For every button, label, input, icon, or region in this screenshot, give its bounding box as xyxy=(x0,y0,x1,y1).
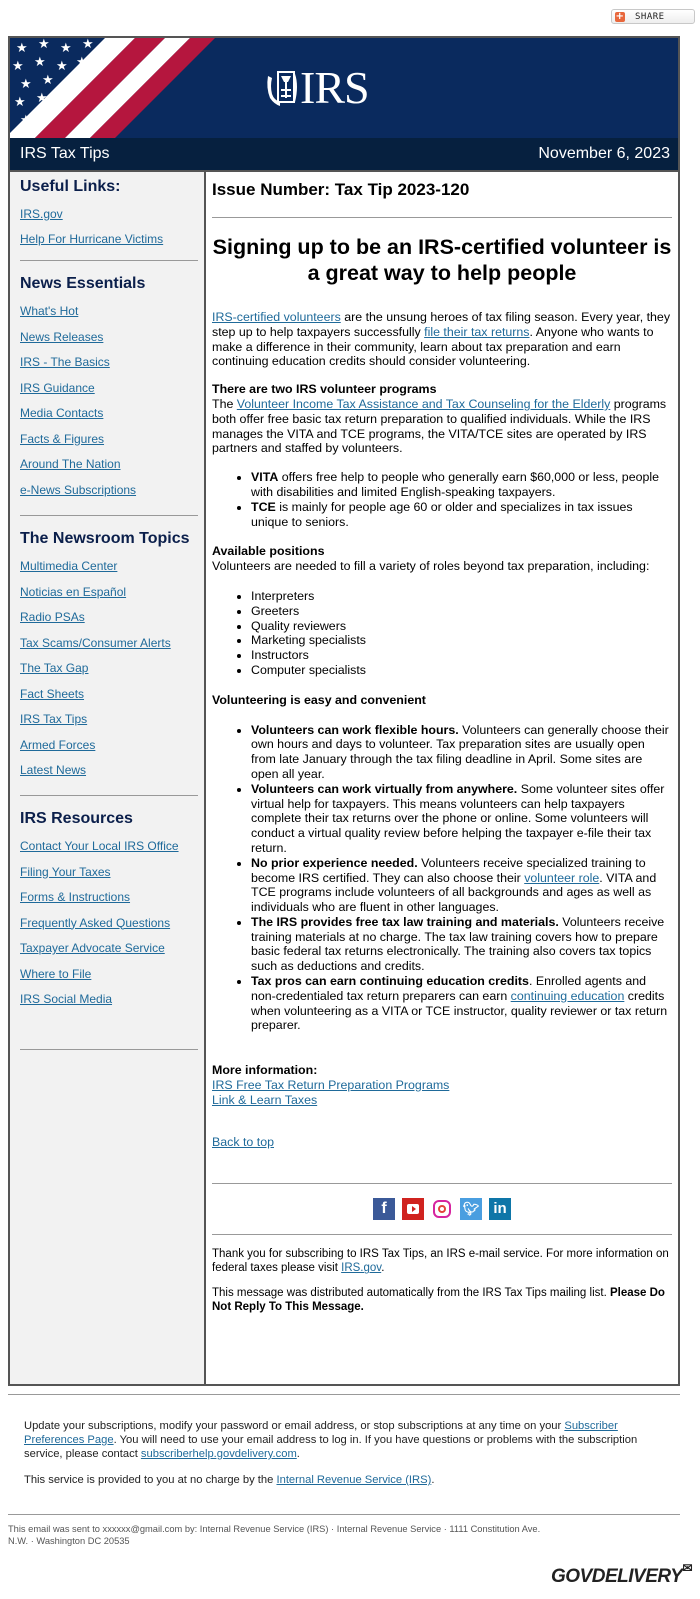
section-heading: There are two IRS volunteer programs xyxy=(212,382,437,397)
sidebar-link-filing-taxes[interactable]: Filing Your Taxes xyxy=(20,864,111,879)
thanks-paragraph: Thank you for subscribing to IRS Tax Tips, an IRS e-mail service. For more information on federal taxes please visit IRS.gov. xyxy=(212,1248,669,1275)
issue-date: November 6, 2023 xyxy=(538,145,670,162)
service-provided-text: This service is provided to you at no charge by the Internal Revenue Service (IRS). xyxy=(24,1474,435,1486)
sidebar-link-media-contacts[interactable]: Media Contacts xyxy=(20,406,104,420)
divider xyxy=(212,217,672,218)
easy-list xyxy=(212,723,672,1034)
link-irs-gov-footer[interactable]: IRS.gov xyxy=(341,1262,382,1275)
divider xyxy=(212,1183,672,1184)
section-heading: Volunteering is easy and convenient xyxy=(212,692,426,707)
svg-text:★: ★ xyxy=(62,77,74,92)
irs-logo-text: IRS xyxy=(300,62,369,113)
flag-graphic xyxy=(10,38,220,138)
sidebar-link-tax-scams[interactable]: Tax Scams/Consumer Alerts xyxy=(20,635,171,650)
back-to-top-link[interactable]: Back to top xyxy=(212,1134,274,1149)
sidebar-link-forms-instructions[interactable]: Forms & Instructions xyxy=(20,890,131,904)
instagram-icon[interactable] xyxy=(431,1198,453,1220)
sidebar-link-faq[interactable]: Frequently Asked Questions xyxy=(20,915,171,930)
programs-paragraph: There are two IRS volunteer programs The Volunteer Income Tax Assistance and Tax Counseling for the Elderly programs both offer free basic tax return preparation to qualified individuals. While the IRS manages the VITA and TCE programs, the VITA/TCE sites are operated by IRS partners and staffed by volunteers. xyxy=(212,382,667,456)
youtube-icon[interactable] xyxy=(402,1198,424,1220)
sidebar-section-newsroom-topics xyxy=(20,516,198,796)
sidebar-link-irs-tax-tips[interactable]: IRS Tax Tips xyxy=(20,712,88,726)
positions-paragraph: Available positions Volunteers are needed to fill a variety of roles beyond tax preparation, including: xyxy=(212,544,650,574)
link-subscriber-help[interactable]: subscriberhelp.govdelivery.com xyxy=(140,1448,297,1460)
link-free-tax-prep-programs[interactable]: IRS Free Tax Return Preparation Programs xyxy=(212,1078,450,1093)
svg-text:★: ★ xyxy=(82,38,94,52)
more-info xyxy=(212,1063,672,1107)
section-heading: Available positions xyxy=(212,544,325,559)
irs-eagle-icon xyxy=(264,68,298,108)
envelope-icon: ✉ xyxy=(682,1561,692,1575)
svg-text:★: ★ xyxy=(20,77,32,92)
list-item: • Tax pros can earn continuing education credits. Enrolled agents and non-credentialed tax return preparers can earn continuing education credits when volunteering as a VITA or TCE instructor, quality reviewer or tax return preparer. xyxy=(251,974,672,1033)
sidebar-link-contact-local-office[interactable]: Contact Your Local IRS Office xyxy=(20,839,179,853)
sidebar-heading: Useful Links: xyxy=(20,178,121,195)
share-button[interactable] xyxy=(611,9,695,24)
sidebar-heading: IRS Resources xyxy=(20,810,133,827)
distribution-notice: This message was distributed automatically from the IRS Tax Tips mailing list. Please Do Not Reply To This Message. xyxy=(212,1287,665,1314)
sidebar-link-facts-figures[interactable]: Facts & Figures xyxy=(20,431,105,446)
list-item: • Quality reviewers xyxy=(251,619,672,634)
plus-icon: + xyxy=(615,10,625,22)
link-continuing-education[interactable]: continuing education xyxy=(510,988,625,1003)
section-heading: More information: xyxy=(212,1063,318,1078)
svg-text:★: ★ xyxy=(20,113,32,128)
sidebar-link-taxpayer-advocate[interactable]: Taxpayer Advocate Service xyxy=(20,941,165,955)
irs-logo xyxy=(264,62,369,113)
link-subscriber-preferences[interactable]: Subscriber Preferences Page xyxy=(24,1420,618,1446)
sidebar-link-irs-guidance[interactable]: IRS Guidance xyxy=(20,380,95,395)
link-irs-certified-volunteers[interactable]: IRS-certified volunteers xyxy=(212,310,341,324)
govdelivery-logo[interactable]: GOVDELIVERY✉ xyxy=(551,1561,692,1587)
svg-text:★: ★ xyxy=(54,97,66,112)
link-file-tax-returns[interactable]: file their tax returns xyxy=(424,324,530,339)
subscription-footer xyxy=(8,1394,680,1547)
sidebar-link-news-releases[interactable]: News Releases xyxy=(20,329,104,344)
share-label: SHARE xyxy=(635,11,665,22)
list-item: • Volunteers can work flexible hours. Volunteers can generally choose their own hours and days to volunteer. Tax preparation sites are usually open from late January through the tax filing deadline in April. Some sites are open all year. xyxy=(251,723,672,782)
title-bar xyxy=(10,138,678,172)
svg-text:★: ★ xyxy=(76,55,88,70)
sidebar-link-around-nation[interactable]: Around The Nation xyxy=(20,457,121,471)
sidebar-heading: News Essentials xyxy=(20,275,146,292)
list-item: • VITA offers free help to people who generally earn $60,000 or less, people with disabilities and limited English-speaking taxpayers. xyxy=(251,470,672,500)
sidebar-section-news-essentials xyxy=(20,261,198,516)
sidebar-link-radio-psas[interactable]: Radio PSAs xyxy=(20,610,85,624)
sidebar-link-armed-forces[interactable]: Armed Forces xyxy=(20,737,96,752)
easy-heading-paragraph xyxy=(212,693,672,708)
svg-text:★: ★ xyxy=(16,41,28,56)
sidebar-link-hurricane-victims[interactable]: Help For Hurricane Victims xyxy=(20,232,164,246)
svg-text:★: ★ xyxy=(12,59,24,74)
sidebar-section-irs-resources xyxy=(20,796,198,1050)
list-item: • No prior experience needed. Volunteers receive specialized training to become IRS certified. They can also choose their volunteer role. VITA and TCE programs include volunteers of all backgrounds and ages as well as individuals who are fluent in other languages. xyxy=(251,856,672,915)
svg-text:★: ★ xyxy=(38,38,50,52)
sidebar-link-social-media[interactable]: IRS Social Media xyxy=(20,992,113,1006)
email-frame xyxy=(8,36,680,1386)
svg-text:★: ★ xyxy=(14,95,26,110)
list-item: • Greeters xyxy=(251,604,672,619)
social-links xyxy=(212,1198,672,1220)
list-item: • Interpreters xyxy=(251,589,672,604)
sidebar-heading: The Newsroom Topics xyxy=(20,530,190,547)
linkedin-icon[interactable]: in xyxy=(489,1198,511,1220)
sidebar-link-enews-subscriptions[interactable]: e-News Subscriptions xyxy=(20,482,137,497)
sidebar-link-multimedia-center[interactable]: Multimedia Center xyxy=(20,559,118,573)
positions-list xyxy=(212,589,672,678)
link-volunteer-role[interactable]: volunteer role xyxy=(524,870,600,885)
sent-to-text: This email was sent to xxxxxx@gmail.com by: Internal Revenue Service (IRS) · Internal Revenue Service · 1111 Constitution Ave. N.W. · Washington DC 20535 xyxy=(8,1524,541,1546)
sidebar-link-where-to-file[interactable]: Where to File xyxy=(20,966,92,981)
divider xyxy=(8,1514,680,1515)
list-item: • TCE is mainly for people age 60 or older and specializes in tax issues unique to seniors. xyxy=(251,500,672,530)
sidebar-link-irs-basics[interactable]: IRS - The Basics xyxy=(20,355,110,369)
link-link-and-learn[interactable]: Link & Learn Taxes xyxy=(212,1092,318,1107)
issue-number: Issue Number: Tax Tip 2023-120 xyxy=(212,180,470,199)
svg-text:★: ★ xyxy=(56,59,68,74)
intro-paragraph: IRS-certified volunteers are the unsung heroes of tax filing season. Every year, they step up to help taxpayers successfully file their tax returns. Anyone who wants to make a difference in their community, learn about tax preparation and earn continuing education credits should consider volunteering. xyxy=(212,310,671,369)
svg-text:★: ★ xyxy=(36,91,48,106)
sidebar-link-whats-hot[interactable]: What's Hot xyxy=(20,304,79,318)
svg-text:★: ★ xyxy=(42,73,54,88)
article-headline: Signing up to be an IRS-certified volunteer is a great way to help people xyxy=(212,235,672,285)
divider xyxy=(212,1234,672,1235)
divider xyxy=(8,1394,680,1395)
facebook-icon[interactable]: f xyxy=(373,1198,395,1220)
list-item: • Instructors xyxy=(251,648,672,663)
link-vita-tce[interactable]: Volunteer Income Tax Assistance and Tax Counseling for the Elderly xyxy=(236,396,611,411)
article-content xyxy=(206,172,678,1384)
list-item: • Volunteers can work virtually from anywhere. Some volunteer sites offer virtual help for taxpayers. This means volunteers can help taxpayers complete their tax returns over the phone or online. Some volunteers will conduct a virtual quality review before helping the taxpayer e-file their tax return. xyxy=(251,782,672,856)
twitter-icon[interactable]: 🐦︎ xyxy=(460,1198,482,1220)
newsletter-title: IRS Tax Tips xyxy=(20,145,110,162)
header-banner xyxy=(10,38,678,138)
svg-text:★: ★ xyxy=(60,41,72,56)
sidebar-link-fact-sheets[interactable]: Fact Sheets xyxy=(20,686,85,701)
sidebar-link-latest-news[interactable]: Latest News xyxy=(20,763,87,777)
list-item: • The IRS provides free tax law training and materials. Volunteers receive training materials at no charge. The tax law training covers how to prepare basic federal tax returns electronically. The training also covers tax topics such as deductions and credits. xyxy=(251,915,672,974)
sidebar-link-irs-gov[interactable]: IRS.gov xyxy=(20,207,63,221)
sidebar xyxy=(10,172,206,1384)
svg-text:★: ★ xyxy=(34,55,46,70)
sidebar-link-tax-gap[interactable]: The Tax Gap xyxy=(20,661,89,675)
list-item: • Computer specialists xyxy=(251,663,672,678)
sidebar-link-noticias[interactable]: Noticias en Español xyxy=(20,584,127,599)
list-item: • Marketing specialists xyxy=(251,633,672,648)
update-subscriptions-text: Update your subscriptions, modify your password or email address, or stop subscriptions at any time on your Subscriber Preferences Page. You will need to use your email address to log in. If you have questions or problems with the subscription service, please contact subscriberhelp.govdelivery.com. xyxy=(24,1420,638,1460)
link-irs-home[interactable]: Internal Revenue Service (IRS) xyxy=(276,1474,432,1486)
sidebar-section-useful-links xyxy=(20,172,198,261)
program-list xyxy=(212,470,672,529)
